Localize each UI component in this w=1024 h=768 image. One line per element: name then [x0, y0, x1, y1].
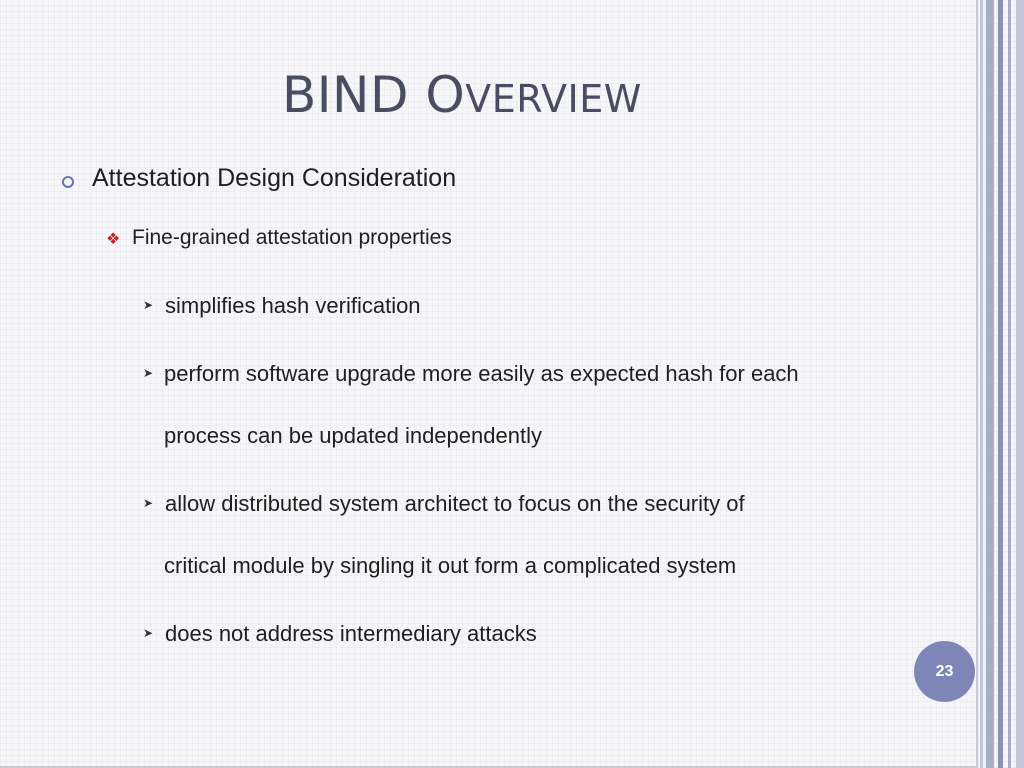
slide-title-smallcaps: VERVIEW — [465, 77, 642, 121]
bullet-level3-continuation: critical module by singling it out form a complicated system — [164, 553, 737, 578]
page-number-badge — [914, 641, 975, 702]
arrowhead-icon: ➤ — [143, 298, 154, 312]
bullet-level3-text: allow distributed system architect to focus on the security of — [165, 491, 745, 516]
arrowhead-icon: ➤ — [143, 626, 154, 640]
side-stripe — [986, 0, 994, 768]
bullet-level3-text: perform software upgrade more easily as expected hash for each — [164, 361, 799, 386]
bullet-level1-text: Attestation Design Consideration — [92, 164, 457, 192]
side-stripe — [1008, 0, 1011, 768]
arrowhead-icon: ➤ — [143, 366, 154, 380]
side-stripe — [998, 0, 1003, 768]
bullet-level3-text: simplifies hash verification — [165, 293, 421, 318]
bullet-level3-text: does not address intermediary attacks — [165, 621, 537, 646]
page-number: 23 — [935, 662, 954, 680]
side-stripe — [980, 0, 983, 768]
bullet-level3-continuation: process can be updated independently — [164, 423, 542, 448]
bullet-level2-text: Fine-grained attestation properties — [132, 226, 452, 249]
slide-title — [282, 66, 642, 124]
side-stripe — [1016, 0, 1024, 768]
arrowhead-icon: ➤ — [143, 496, 154, 510]
hollow-circle-icon — [62, 176, 74, 188]
four-diamond-icon: ❖ — [106, 229, 121, 248]
slide-title-main: BIND O — [282, 66, 466, 124]
